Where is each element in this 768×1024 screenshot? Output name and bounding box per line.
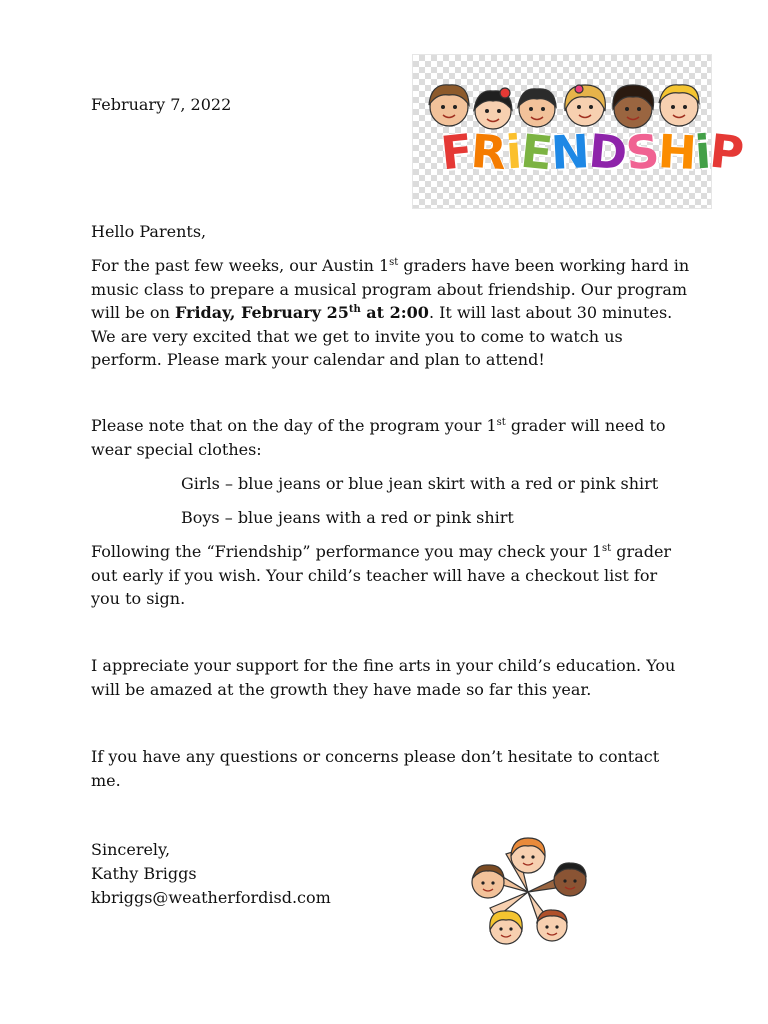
kids-circle-illustration: [466, 834, 590, 950]
girls-clothes: Girls – blue jeans or blue jean skirt with a red or pink shirt: [181, 474, 659, 493]
wordart-letter: i: [693, 124, 713, 180]
signature-block: [91, 838, 331, 910]
paragraph-clothes: Please note that on the day of the program your 1st grader will need to wear special clothes:: [91, 416, 666, 459]
wordart-letter: P: [707, 123, 746, 181]
closing: Sincerely,: [91, 840, 171, 859]
paragraph-contact: If you have any questions or concerns please don’t hesitate to contact me.: [91, 747, 660, 790]
wordart-letter: i: [503, 124, 523, 180]
boys-clothes: Boys – blue jeans with a red or pink shirt: [181, 508, 514, 527]
wordart-letter: S: [623, 123, 661, 181]
paragraph-program: For the past few weeks, our Austin 1st graders have been working hard in music class to prepare a musical program about friendship. Our program will be on Friday, February 25th at 2:00. It will last about 30 minutes. We are very excited that we get to invite you to come to watch us perform. Please mark your calendar and plan to attend!: [91, 256, 690, 369]
wordart-letter: E: [517, 123, 554, 181]
wordart-letter: N: [549, 124, 590, 180]
wordart-letter: F: [438, 123, 475, 181]
sender-name: Kathy Briggs: [91, 864, 197, 883]
wordart-letter: R: [469, 123, 508, 181]
friendship-wordart: [438, 123, 746, 181]
greeting: Hello Parents,: [91, 222, 207, 241]
wordart-letter: H: [656, 124, 697, 180]
friendship-banner-image: [412, 54, 746, 209]
paragraph-checkout: Following the “Friendship” performance you may check your 1st grader out early if you wish. Your child’s teacher will have a checkout list for you to sign.: [91, 542, 672, 608]
sender-email[interactable]: kbriggs@weatherfordisd.com: [91, 888, 331, 907]
wordart-letter: D: [586, 123, 629, 181]
letter-date: February 7, 2022: [91, 95, 232, 114]
paragraph-fine-arts: I appreciate your support for the fine arts in your child’s education. You will be amazed at the growth they have made so far this year.: [91, 656, 676, 699]
